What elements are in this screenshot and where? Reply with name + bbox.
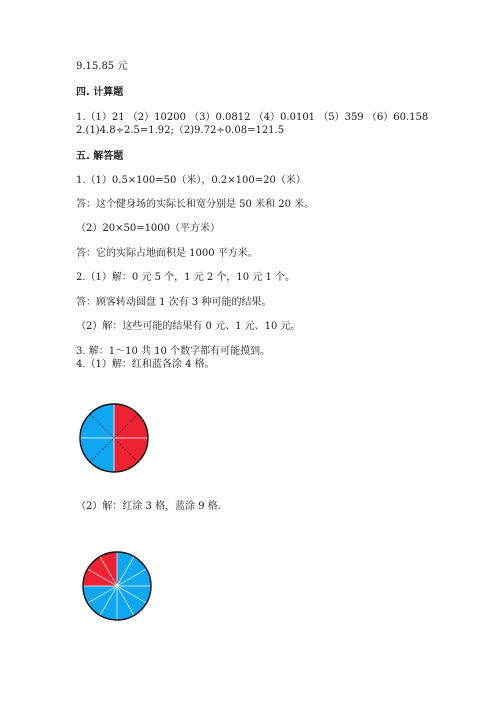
answer-1-1: 1.（1）0.5×100=50（米），0.2×100=20（米） — [76, 175, 306, 186]
answer-2-1: 2.（1）解：0 元 5 个，1 元 2 个，10 元 1 个。 — [76, 272, 296, 283]
answer-1-2: （2）20×50=1000（平方米） — [76, 223, 221, 234]
answer-3: 3. 解：1～10 共 10 个数字都有可能摸到。 — [76, 346, 271, 357]
spinner-diagram-1 — [78, 402, 150, 474]
answer-9: 9.15.85 元 — [76, 61, 128, 72]
answer-4-1: 4.（1）解：红和蓝各涂 4 格。 — [76, 359, 215, 370]
answer-1-2-conclusion: 答：它的实际占地面积是 1000 平方米。 — [76, 248, 258, 259]
section-heading-4: 四. 计算题 — [76, 87, 124, 98]
spinner-diagram-2 — [81, 550, 153, 622]
answer-1-1-conclusion: 答：这个健身场的实际长和宽分别是 50 米和 20 米。 — [76, 199, 315, 210]
answer-2-2: （2）解：这些可能的结果有 0 元、1 元、10 元。 — [76, 321, 301, 332]
section-heading-5: 五. 解答题 — [76, 151, 124, 162]
answer-2-1-conclusion: 答：顾客转动圆盘 1 次有 3 种可能的结果。 — [76, 297, 272, 308]
answer-calc-1: 1.（1）21 （2）10200 （3）0.0812 （4）0.0101 （5）359 （6）60.158 — [76, 112, 429, 123]
answer-4-2: （2）解：红涂 3 格，蓝涂 9 格. — [76, 501, 221, 512]
answer-calc-2: 2.(1)4.8÷2.5=1.92;（2)9.72÷0.08=121.5 — [76, 125, 285, 136]
